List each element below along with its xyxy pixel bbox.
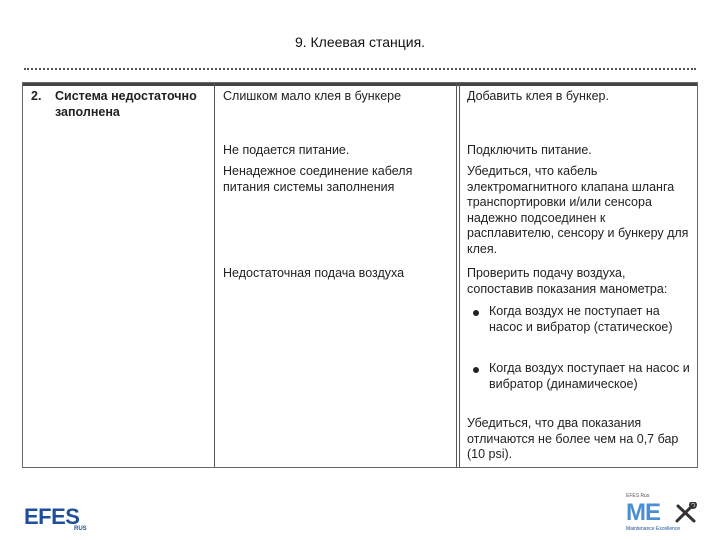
page-title: 9. Клеевая станция. bbox=[294, 34, 426, 50]
fix-2: Подключить питание. bbox=[467, 143, 592, 157]
bullet-dot-icon bbox=[473, 310, 479, 316]
me-logo bbox=[626, 493, 706, 533]
fix-4: Проверить подачу воздуха, сопоставив показания манометра: bbox=[467, 266, 668, 296]
fix-1: Добавить клея в бункер. bbox=[467, 89, 609, 103]
cause-3: Ненадежное соединение кабеля питания системы заполнения bbox=[223, 164, 413, 194]
cause-4: Недостаточная подача воздуха bbox=[223, 266, 405, 280]
column-divider-1 bbox=[214, 83, 215, 467]
column-divider-2b bbox=[459, 83, 460, 467]
bullet-dot-icon bbox=[473, 367, 479, 373]
final-note: Убедиться, что два показания отличаются не более чем на 0,7 бар (10 psi). bbox=[467, 416, 679, 461]
fix-3: Убедиться, что кабель электромагнитного клапана шланга транспортировки и/или сенсора надежно подсоединен к расплавителю, сенсору и бункеру для клея. bbox=[467, 164, 689, 256]
me-logo-main: ME bbox=[626, 499, 660, 526]
cause-1: Слишком мало клея в бункере bbox=[223, 89, 402, 103]
cause-2: Не подается питание. bbox=[223, 143, 350, 157]
problem-description: Система недостаточно заполнена bbox=[55, 89, 197, 119]
table-top-border bbox=[23, 83, 697, 86]
row-number: 2. bbox=[31, 89, 42, 103]
efes-logo: EFES bbox=[24, 504, 80, 529]
bullet-item-2: Когда воздух поступает на насос и вибратор (динамическое) bbox=[489, 361, 690, 391]
dotted-divider bbox=[24, 68, 696, 70]
bullet-item-1: Когда воздух не поступает на насос и вибратор (статическое) bbox=[489, 304, 673, 334]
column-divider-2 bbox=[456, 83, 457, 467]
troubleshooting-table bbox=[22, 82, 698, 468]
tools-icon bbox=[674, 502, 698, 524]
me-logo-top: EFES Rus bbox=[626, 493, 650, 499]
efes-logo-sub: RUS bbox=[74, 526, 87, 532]
me-logo-sub: Maintenance Excellence bbox=[626, 526, 681, 532]
